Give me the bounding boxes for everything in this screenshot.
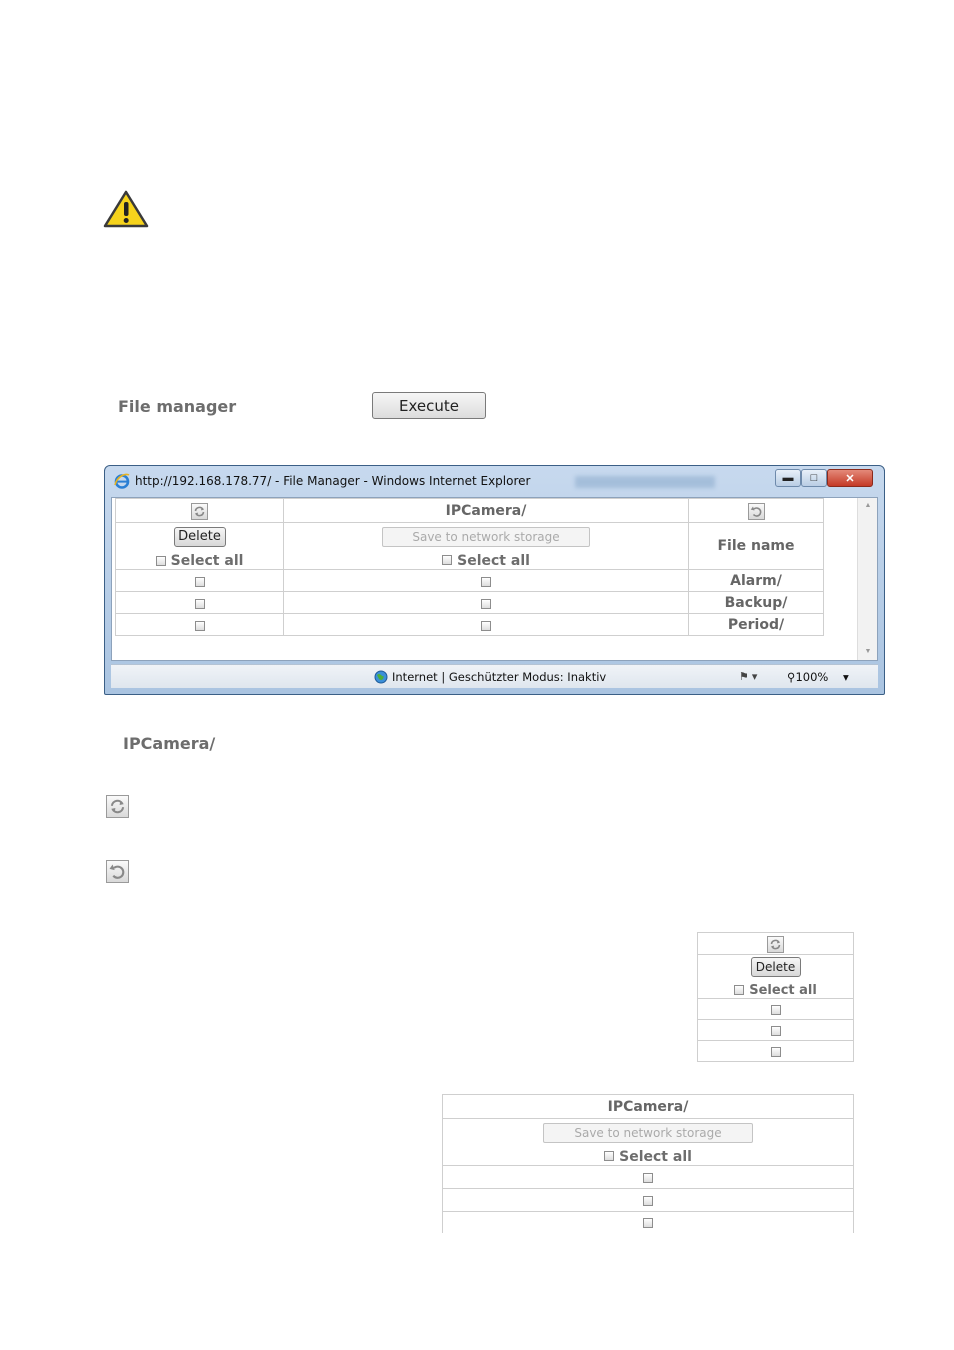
save-column-table (442, 1094, 854, 1233)
select-all-label: Select all (619, 1148, 692, 1165)
table-row (443, 1212, 854, 1233)
browser-window (104, 465, 885, 695)
table-row (443, 1189, 854, 1212)
delete-checkbox[interactable] (195, 621, 205, 631)
table-row (698, 999, 854, 1020)
protected-mode-icon[interactable]: ⚑ ▾ (739, 671, 758, 683)
scroll-up-icon[interactable]: ▲ (864, 502, 872, 509)
delete-select-all-label: Select all (170, 553, 244, 569)
title-bar (105, 466, 884, 496)
delete-checkbox[interactable] (195, 599, 205, 609)
back-icon[interactable] (748, 503, 765, 520)
globe-icon (374, 670, 388, 684)
status-zone (374, 670, 606, 684)
refresh-icon[interactable] (767, 936, 784, 953)
blurred-title-area (575, 476, 715, 488)
file-link[interactable]: Alarm/ (689, 570, 824, 592)
table-row (116, 592, 824, 614)
select-all-label: Select all (749, 983, 817, 998)
delete-checkbox[interactable] (771, 1047, 781, 1057)
warning-triangle-icon (103, 190, 149, 228)
zoom-control[interactable]: ⚲100% ▾ (787, 670, 849, 684)
refresh-icon[interactable] (191, 503, 208, 520)
delete-checkbox[interactable] (771, 1026, 781, 1036)
delete-select-all-checkbox[interactable] (156, 556, 166, 566)
save-to-network-storage-button[interactable]: Save to network storage (382, 527, 590, 547)
save-checkbox[interactable] (481, 577, 491, 587)
file-name-header: File name (689, 523, 824, 570)
back-icon (106, 860, 129, 883)
delete-checkbox[interactable] (771, 1005, 781, 1015)
folder-header: IPCamera/ (284, 499, 689, 523)
status-bar (111, 664, 878, 688)
select-all-checkbox[interactable] (734, 985, 744, 995)
table-row (698, 1020, 854, 1041)
file-link[interactable]: Period/ (689, 614, 824, 636)
save-select-all-label: Select all (457, 552, 530, 569)
table-row (443, 1166, 854, 1189)
select-all-checkbox[interactable] (604, 1151, 614, 1161)
save-select-all-checkbox[interactable] (442, 555, 452, 565)
zoom-level: 100% (795, 670, 829, 684)
save-checkbox[interactable] (643, 1196, 653, 1206)
refresh-icon (106, 795, 129, 818)
scroll-down-icon[interactable]: ▼ (864, 648, 872, 655)
delete-checkbox[interactable] (195, 577, 205, 587)
execute-button[interactable]: Execute (372, 392, 486, 419)
window-title: http://192.168.178.77/ - File Manager - Windows Internet Explorer (135, 474, 531, 488)
browser-content (111, 497, 878, 661)
delete-button[interactable]: Delete (174, 527, 226, 547)
close-icon[interactable]: ✕ (827, 469, 873, 487)
table-row (116, 570, 824, 592)
internet-explorer-icon (114, 473, 130, 489)
save-checkbox[interactable] (481, 599, 491, 609)
table-row (116, 614, 824, 636)
vertical-scrollbar[interactable] (857, 498, 878, 660)
maximize-icon[interactable]: □ (801, 469, 827, 487)
ipcamera-heading: IPCamera/ (123, 734, 216, 753)
save-checkbox[interactable] (643, 1173, 653, 1183)
file-table (115, 498, 824, 636)
file-manager-label: File manager (118, 397, 237, 416)
minimize-icon[interactable]: ▬ (775, 469, 801, 487)
table-row (698, 1041, 854, 1062)
delete-column-table (697, 932, 854, 1062)
save-to-network-storage-button[interactable]: Save to network storage (543, 1123, 753, 1143)
status-text: Internet | Geschützter Modus: Inaktiv (392, 670, 607, 684)
file-link[interactable]: Backup/ (689, 592, 824, 614)
save-checkbox[interactable] (481, 621, 491, 631)
delete-button[interactable]: Delete (751, 957, 801, 977)
folder-header: IPCamera/ (443, 1095, 854, 1119)
save-checkbox[interactable] (643, 1218, 653, 1228)
